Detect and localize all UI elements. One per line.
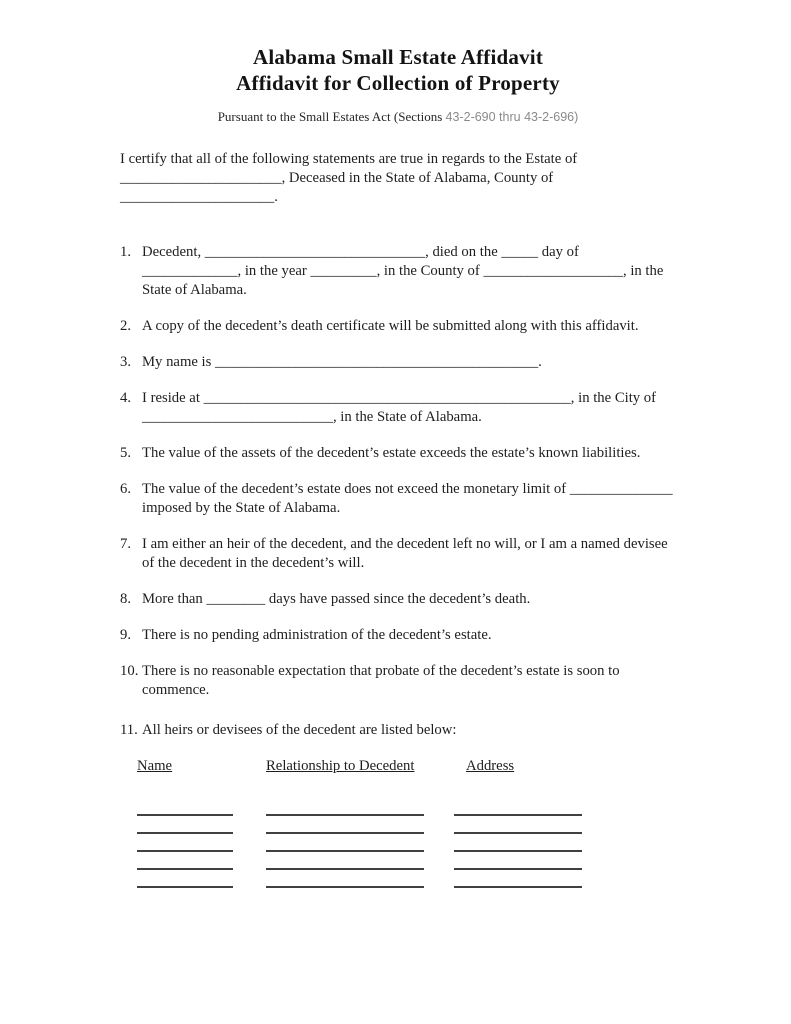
heir-entry-blank-field[interactable] bbox=[454, 798, 582, 816]
statement-item bbox=[120, 353, 676, 372]
heir-entry-blank-field[interactable] bbox=[137, 852, 233, 870]
heir-entry-blank-field[interactable] bbox=[454, 870, 582, 888]
item-number: 8. bbox=[120, 591, 132, 607]
item-text: I am either an heir of the decedent, and the decedent left no will, or I am a named devisee of the decedent in the decedent’s will. bbox=[142, 536, 668, 571]
column-header-relationship: Relationship to Decedent bbox=[266, 758, 415, 774]
heir-entry-blank-field[interactable] bbox=[266, 798, 424, 816]
statement-item bbox=[120, 721, 676, 740]
heir-entry-blank-field[interactable] bbox=[137, 870, 233, 888]
heir-entry-blank-field[interactable] bbox=[266, 852, 424, 870]
item-text: My name is ____________________________________________. bbox=[142, 354, 542, 370]
item-number: 6. bbox=[120, 481, 132, 497]
document-title bbox=[120, 44, 676, 96]
item-text: The value of the decedent’s estate does not exceed the monetary limit of ______________ imposed by the State of Alabama. bbox=[142, 481, 673, 516]
item-text: There is no pending administration of the decedent’s estate. bbox=[142, 627, 492, 643]
item-text: There is no reasonable expectation that probate of the decedent’s estate is soon to commence. bbox=[142, 663, 620, 698]
heir-entry-blank-field[interactable] bbox=[454, 816, 582, 834]
statement-item bbox=[120, 317, 676, 336]
statements-list bbox=[120, 243, 676, 740]
heirs-column-relationship bbox=[266, 757, 424, 888]
statement-item bbox=[120, 389, 676, 427]
heirs-column-address bbox=[454, 757, 582, 888]
column-header-name: Name bbox=[137, 758, 173, 774]
item-number: 5. bbox=[120, 445, 132, 461]
heirs-table bbox=[137, 757, 676, 888]
item-text: A copy of the decedent’s death certificate will be submitted along with this affidavit. bbox=[142, 318, 639, 334]
statement-item bbox=[120, 243, 676, 300]
item-text: I reside at __________________________________________________, in the City of __________________________, in the State of Alabama. bbox=[142, 390, 657, 425]
heir-entry-blank-field[interactable] bbox=[137, 798, 233, 816]
title-line-2: Affidavit for Collection of Property bbox=[236, 71, 560, 95]
item-number: 10. bbox=[120, 663, 139, 679]
statement-item bbox=[120, 626, 676, 645]
item-text: The value of the assets of the decedent’s estate exceeds the estate’s known liabilities. bbox=[142, 445, 641, 461]
column-header-address: Address bbox=[466, 758, 515, 774]
statement-item bbox=[120, 444, 676, 463]
statement-item bbox=[120, 662, 676, 700]
item-text: Decedent, ______________________________, died on the _____ day of _____________, in the year _________, in the County of ___________________, in the State of Alabama. bbox=[142, 244, 664, 298]
item-number: 1. bbox=[120, 244, 132, 260]
item-number: 3. bbox=[120, 354, 132, 370]
item-number: 4. bbox=[120, 390, 132, 406]
statute-sections-reference: 43-2-690 thru 43-2-696) bbox=[445, 110, 579, 124]
statement-item bbox=[120, 480, 676, 518]
heir-entry-blank-field[interactable] bbox=[454, 834, 582, 852]
heir-entry-blank-field[interactable] bbox=[137, 816, 233, 834]
document-subtitle bbox=[120, 109, 676, 125]
heir-entry-blank-field[interactable] bbox=[454, 852, 582, 870]
heir-entry-blank-field[interactable] bbox=[266, 870, 424, 888]
item-text: All heirs or devisees of the decedent are listed below: bbox=[142, 722, 457, 738]
item-number: 9. bbox=[120, 627, 132, 643]
statement-item bbox=[120, 590, 676, 609]
statement-item bbox=[120, 535, 676, 573]
heir-entry-blank-field[interactable] bbox=[137, 834, 233, 852]
subtitle-text: Pursuant to the Small Estates Act (Sections bbox=[217, 109, 446, 124]
item-number: 7. bbox=[120, 536, 132, 552]
item-number: 2. bbox=[120, 318, 132, 334]
certification-intro-paragraph: I certify that all of the following statements are true in regards to the Estate of ______________________, Deceased in the State of Alabama, County of _____________________. bbox=[120, 151, 578, 205]
item-text: More than ________ days have passed since the decedent’s death. bbox=[142, 591, 531, 607]
title-line-1: Alabama Small Estate Affidavit bbox=[252, 45, 544, 69]
heir-entry-blank-field[interactable] bbox=[266, 834, 424, 852]
heir-entry-blank-field[interactable] bbox=[266, 816, 424, 834]
heirs-column-name bbox=[137, 757, 233, 888]
item-number: 11. bbox=[120, 722, 138, 738]
